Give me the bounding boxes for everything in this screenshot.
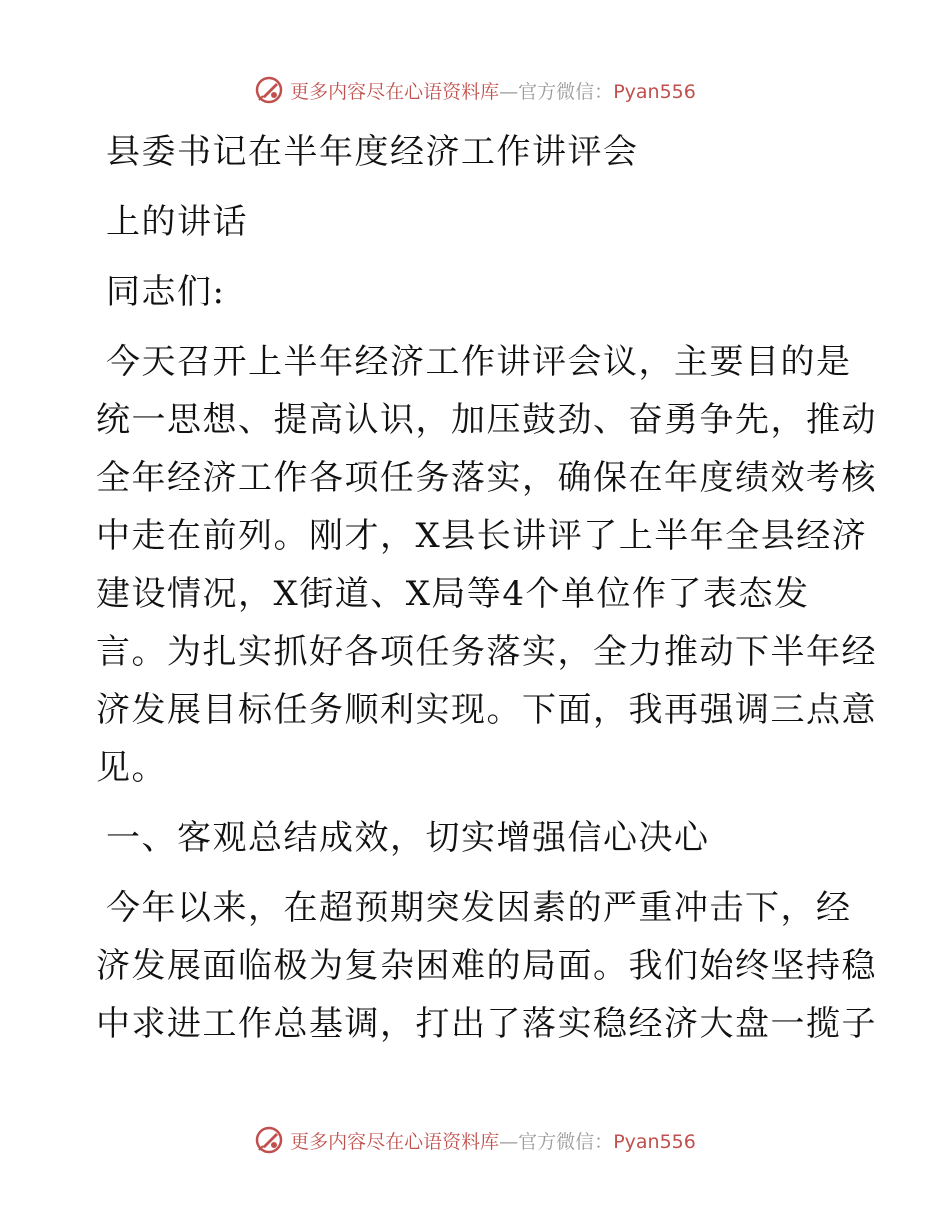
header-brand: 更多内容尽在心语资料库 bbox=[290, 80, 500, 103]
title-line-1: 县委书记在半年度经济工作讲评会 bbox=[106, 132, 639, 172]
header-dash: — bbox=[499, 80, 519, 103]
paragraph-line: 见。 bbox=[96, 748, 167, 788]
header-wechat-id: Pyan556 bbox=[613, 80, 696, 103]
paragraph-2 bbox=[96, 879, 877, 1053]
footer-banner bbox=[0, 1120, 950, 1160]
footer-dash: — bbox=[499, 1130, 519, 1153]
header-banner-text bbox=[290, 77, 696, 104]
paragraph-line: 中求进工作总基调，打出了落实稳经济大盘一揽子 bbox=[96, 1004, 877, 1044]
paragraph-line: 今天召开上半年经济工作讲评会议，主要目的是 bbox=[106, 342, 852, 382]
document-body bbox=[96, 123, 877, 1053]
header-label: 官方微信： bbox=[518, 80, 614, 103]
paragraph-line: 全年经济工作各项任务落实，确保在年度绩效考核 bbox=[96, 458, 877, 498]
paragraph-line: 济发展目标任务顺利实现。下面，我再强调三点意 bbox=[96, 690, 877, 730]
quill-seal-logo-icon bbox=[254, 75, 284, 105]
title-line-2: 上的讲话 bbox=[106, 202, 248, 242]
footer-label: 官方微信： bbox=[518, 1130, 614, 1153]
paragraph-line: 今年以来，在超预期突发因素的严重冲击下，经 bbox=[106, 888, 852, 928]
paragraph-line: 言。为扎实抓好各项任务落实，全力推动下半年经 bbox=[96, 632, 877, 672]
footer-brand: 更多内容尽在心语资料库 bbox=[290, 1130, 500, 1153]
quill-seal-logo-icon bbox=[254, 1125, 284, 1155]
header-banner bbox=[0, 70, 950, 110]
paragraph-line: 建设情况，X街道、X局等4个单位作了表态发 bbox=[96, 574, 810, 614]
paragraph-line: 统一思想、提高认识，加压鼓劲、奋勇争先，推动 bbox=[96, 400, 877, 440]
salutation: 同志们: bbox=[106, 272, 226, 312]
paragraph-1 bbox=[96, 333, 877, 797]
footer-wechat-id: Pyan556 bbox=[613, 1130, 696, 1153]
section-heading-1: 一、客观总结成效，切实增强信心决心 bbox=[106, 818, 710, 858]
paragraph-line: 济发展面临极为复杂困难的局面。我们始终坚持稳 bbox=[96, 946, 877, 986]
paragraph-line: 中走在前列。刚才，X县长讲评了上半年全县经济 bbox=[96, 516, 868, 556]
footer-banner-text bbox=[290, 1127, 696, 1154]
